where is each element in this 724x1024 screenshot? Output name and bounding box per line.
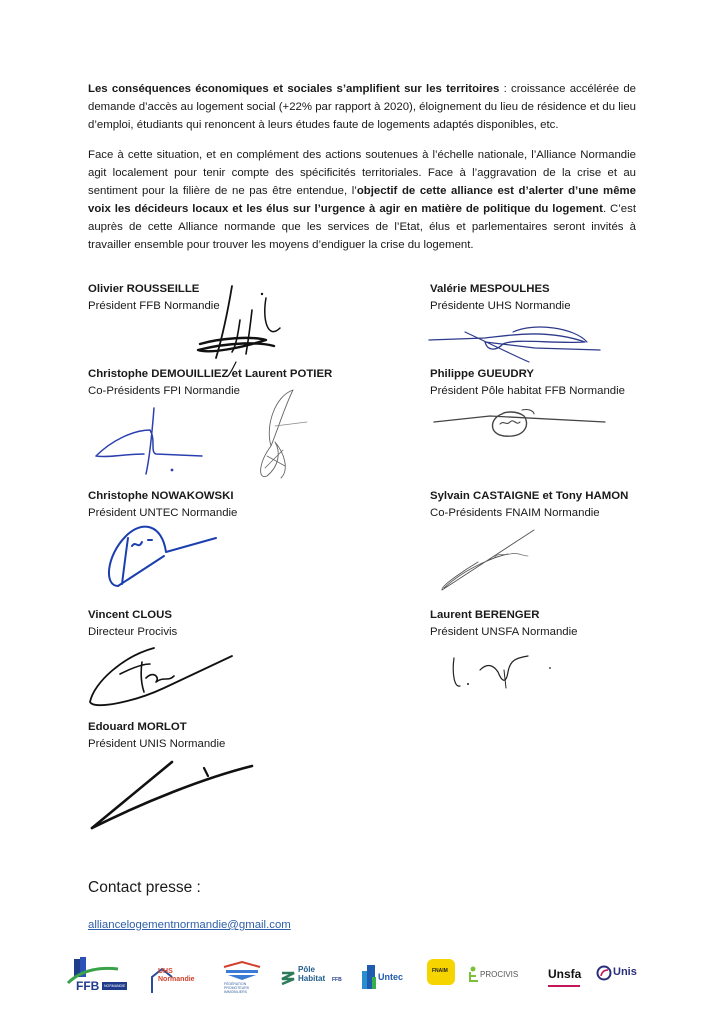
signer-name: Philippe GUEUDRY [430, 368, 535, 380]
paragraph-alliance-text-a: Face à cette situation, et en complément des actions soutenues à l’échelle nationale, l’Alliance Normandie agit localement pour tenir compte des spécificités territoriales. Face à l’aggravation de la crise et au sentiment pour la filière de ne pas être entendue, l’ [88, 149, 636, 197]
pole-habitat-icon [280, 969, 296, 985]
signer-role: Présidente UHS Normandie [430, 300, 571, 312]
fpi-logo-line1: FÉDÉRATION [224, 982, 247, 986]
signer-name: Vincent CLOUS [88, 609, 172, 621]
signer-name: Laurent BERENGER [430, 609, 540, 621]
signer-role: Directeur Procivis [88, 626, 178, 638]
logo-unsfa [546, 955, 584, 999]
signer-name: Christophe DEMOUILLIEZ et Laurent POTIER [88, 368, 333, 380]
pole-logo-tag: FFB [332, 977, 342, 983]
signer-role: Président UNIS Normandie [88, 738, 226, 750]
signer-berenger [430, 607, 578, 641]
unis-circle-icon [596, 965, 612, 981]
uhs-logo-line2: Normandie [158, 976, 195, 983]
fpi-logo-line3: IMMOBILIERS [224, 990, 247, 994]
pole-logo-line1: Pôle [298, 965, 315, 974]
signer-castaigne-hamon [430, 488, 628, 522]
signer-name: Sylvain CASTAIGNE et Tony HAMON [430, 490, 629, 502]
signature-potier [245, 386, 315, 486]
signer-role: Président UNTEC Normandie [88, 507, 238, 519]
signature-castaigne-hamon [438, 526, 548, 596]
procivis-person-icon [468, 966, 480, 982]
paragraph-consequences-text: : croissance accélérée de demande d’accès au logement social (+22% par rapport à 2020), éloignement du lieu de résidence et du lieu d’emploi, étudiants qui renoncent à leurs études faute de logements adaptés disponibles, etc. [88, 83, 637, 131]
contact-email-link[interactable]: alliancelogementnormandie@gmail.com [88, 919, 291, 931]
logo-procivis [468, 955, 526, 999]
paragraph-alliance [88, 146, 636, 254]
logo-unis [596, 955, 646, 999]
contact-press-label: Contact presse : [88, 879, 201, 896]
logo-pole-habitat [280, 955, 350, 999]
signer-mespoulhes [430, 281, 571, 315]
signature-mespoulhes [425, 318, 605, 366]
signature-clous [84, 642, 234, 714]
signature-rousseille [170, 280, 300, 380]
paragraph-alliance-bold: objectif de cette alliance est d’alerter d’une même voix les décideurs locaux et les élus sur l’urgence à agir en matière de politique du logement [88, 185, 636, 215]
signature-gueudry [430, 404, 610, 454]
untec-building-icon [362, 963, 376, 989]
fpi-roof-icon [222, 961, 262, 981]
signer-role: Co-Présidents FNAIM Normandie [430, 507, 600, 519]
uhs-logo-line1: UHS [158, 968, 173, 975]
fpi-logo-line2: PROMOTEURS [224, 986, 250, 990]
signer-role: Co-Présidents FPI Normandie [88, 385, 240, 397]
logo-fpi [220, 955, 264, 999]
partner-logos [60, 955, 680, 1005]
signer-role: Président FFB Normandie [88, 300, 220, 312]
untec-logo-text: Untec [378, 972, 404, 982]
unis-logo-text: Unis [613, 966, 637, 978]
signature-berenger [440, 648, 580, 696]
logo-untec [362, 955, 414, 999]
ffb-logo-sub: NORMANDIE [104, 984, 126, 988]
signature-demouilliez [84, 404, 214, 479]
pole-logo-line2: Habitat [298, 974, 326, 983]
signer-role: Président UNSFA Normandie [430, 626, 578, 638]
signer-name: Christophe NOWAKOWSKI [88, 490, 234, 502]
paragraph-alliance-text-b: . C’est auprès de cette Alliance normande que les services de l’Etat, élus et parlementaires seront invités à travailler ensemble pour trouver les moyens d’endiguer la crise du logement. [88, 203, 636, 251]
unsfa-logo-text: Unsfa [548, 967, 582, 981]
paragraph-consequences [88, 80, 636, 134]
fnaim-logo-text: FNAIM [432, 968, 448, 974]
procivis-logo-text: PROCIVIS [480, 970, 519, 979]
signature-morlot [84, 752, 264, 832]
signer-name: Edouard MORLOT [88, 721, 187, 733]
signer-role: Président Pôle habitat FFB Normandie [430, 385, 626, 397]
signer-name: Olivier ROUSSEILLE [88, 283, 200, 295]
unsfa-underline [548, 985, 580, 987]
signer-morlot [88, 719, 225, 753]
signer-name: Valérie MESPOULHES [430, 283, 550, 295]
logo-ffb [66, 955, 124, 999]
signer-clous [88, 607, 177, 641]
logo-fnaim [424, 955, 460, 999]
ffb-logo-text: FFB [76, 979, 100, 993]
signature-nowakowski [96, 516, 226, 596]
signer-gueudry [430, 366, 625, 400]
paragraph-consequences-bold: Les conséquences économiques et sociales s’amplifient sur les territoires [88, 83, 500, 95]
logo-uhs [148, 955, 212, 999]
